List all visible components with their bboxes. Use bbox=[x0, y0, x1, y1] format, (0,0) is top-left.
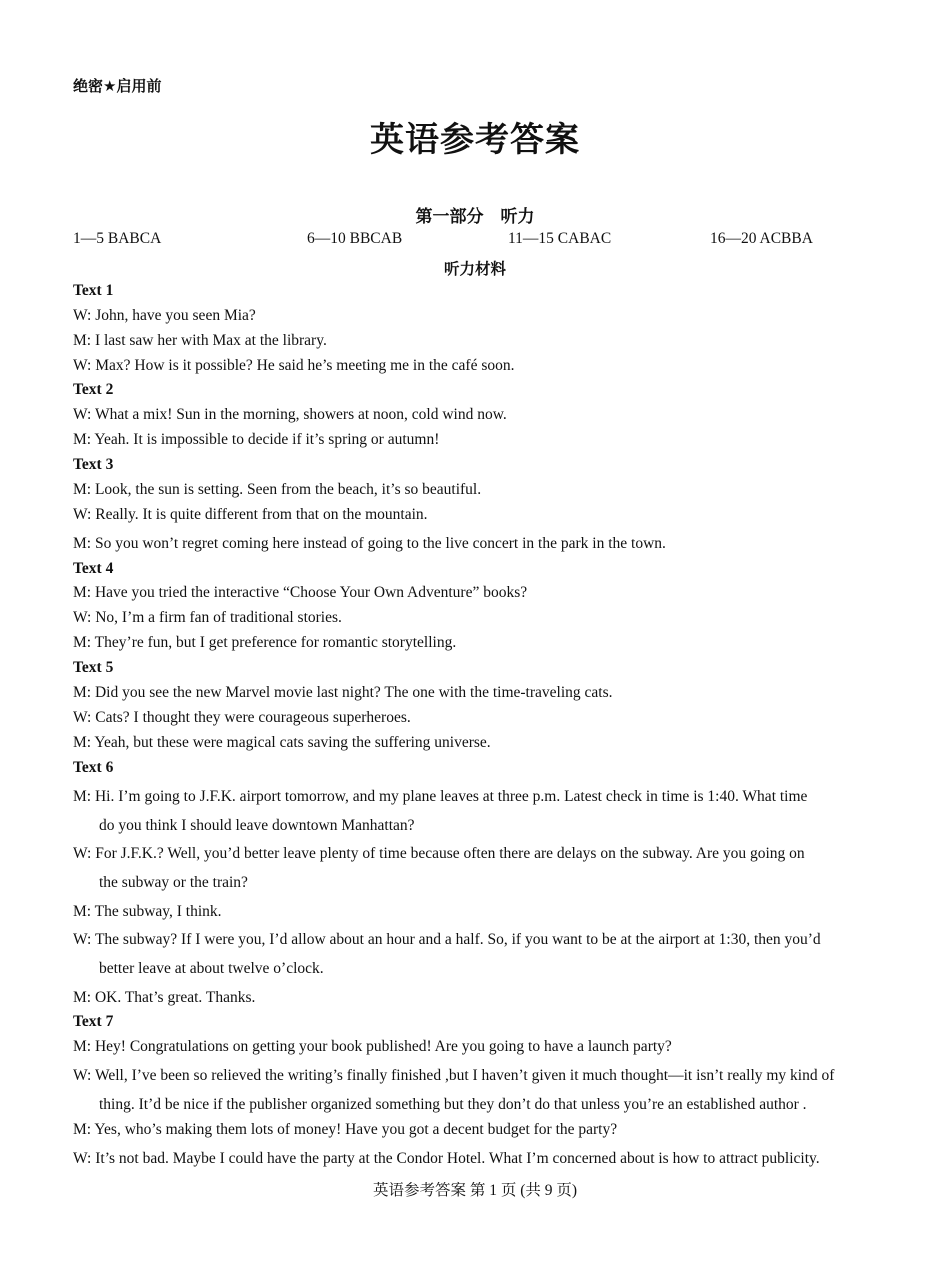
dialogue-line-continued: thing. It’d be nice if the publisher organized something but they don’t do that unless you’re an established author . bbox=[99, 1096, 807, 1113]
text-heading: Text 5 bbox=[73, 659, 114, 676]
dialogue-line: W: Cats? I thought they were courageous superheroes. bbox=[73, 709, 411, 726]
text-heading: Text 4 bbox=[73, 560, 114, 577]
answer-group: 6—10 BBCAB bbox=[307, 230, 403, 247]
dialogue-line: M: Yes, who’s making them lots of money! Have you got a decent budget for the party? bbox=[73, 1121, 618, 1138]
text-heading: Text 7 bbox=[73, 1013, 114, 1030]
dialogue-line: W: It’s not bad. Maybe I could have the party at the Condor Hotel. What I’m concerned about is how to attract publicity. bbox=[73, 1150, 820, 1167]
dialogue-line: W: John, have you seen Mia? bbox=[73, 307, 256, 324]
dialogue-line: M: Yeah. It is impossible to decide if it’s spring or autumn! bbox=[73, 431, 440, 448]
dialogue-line: W: Well, I’ve been so relieved the writing’s finally finished ,but I haven’t given it much thought—it isn’t really my kind of bbox=[73, 1067, 835, 1084]
page-title: 英语参考答案 bbox=[370, 122, 580, 159]
dialogue-line: M: So you won’t regret coming here instead of going to the live concert in the park in the town. bbox=[73, 535, 666, 552]
dialogue-line: W: For J.F.K.? Well, you’d better leave plenty of time because often there are delays on the subway. Are you going on bbox=[73, 845, 805, 862]
dialogue-line: M: The subway, I think. bbox=[73, 903, 222, 920]
text-heading: Text 2 bbox=[73, 381, 114, 398]
confidential-mark: 绝密★启用前 bbox=[73, 77, 162, 95]
text-heading: Text 3 bbox=[73, 456, 114, 473]
dialogue-line-continued: the subway or the train? bbox=[99, 874, 248, 891]
dialogue-line: M: Yeah, but these were magical cats saving the suffering universe. bbox=[73, 734, 491, 751]
dialogue-line-continued: do you think I should leave downtown Manhattan? bbox=[99, 817, 415, 834]
answer-group: 16—20 ACBBA bbox=[710, 230, 813, 247]
section-title-listening: 第一部分 听力 bbox=[415, 207, 535, 226]
text-heading: Text 6 bbox=[73, 759, 114, 776]
answer-group: 1—5 BABCA bbox=[73, 230, 162, 247]
answer-group: 11—15 CABAC bbox=[508, 230, 612, 247]
dialogue-line: W: Really. It is quite different from that on the mountain. bbox=[73, 506, 428, 523]
dialogue-line: M: Did you see the new Marvel movie last night? The one with the time-traveling cats. bbox=[73, 684, 613, 701]
dialogue-line: M: They’re fun, but I get preference for romantic storytelling. bbox=[73, 634, 457, 651]
dialogue-line: M: I last saw her with Max at the library. bbox=[73, 332, 327, 349]
dialogue-line: M: Hey! Congratulations on getting your book published! Are you going to have a launch party? bbox=[73, 1038, 672, 1055]
page-footer: 英语参考答案 第 1 页 (共 9 页) bbox=[372, 1182, 578, 1199]
dialogue-line: M: Have you tried the interactive “Choose Your Own Adventure” books? bbox=[73, 584, 528, 601]
dialogue-line: W: The subway? If I were you, I’d allow about an hour and a half. So, if you want to be at the airport at 1:30, then you’d bbox=[73, 931, 821, 948]
dialogue-line: M: Look, the sun is setting. Seen from the beach, it’s so beautiful. bbox=[73, 481, 482, 498]
text-heading: Text 1 bbox=[73, 282, 114, 299]
dialogue-line: M: Hi. I’m going to J.F.K. airport tomorrow, and my plane leaves at three p.m. Latest check in time is 1:40. What time bbox=[73, 788, 808, 805]
dialogue-line-continued: better leave at about twelve o’clock. bbox=[99, 960, 324, 977]
dialogue-line: W: Max? How is it possible? He said he’s meeting me in the café soon. bbox=[73, 357, 515, 374]
dialogue-line: M: OK. That’s great. Thanks. bbox=[73, 989, 256, 1006]
listening-material-title: 听力材料 bbox=[443, 261, 506, 278]
dialogue-line: W: What a mix! Sun in the morning, showers at noon, cold wind now. bbox=[73, 406, 507, 423]
answer-key-row bbox=[73, 230, 883, 250]
dialogue-line: W: No, I’m a firm fan of traditional stories. bbox=[73, 609, 342, 626]
